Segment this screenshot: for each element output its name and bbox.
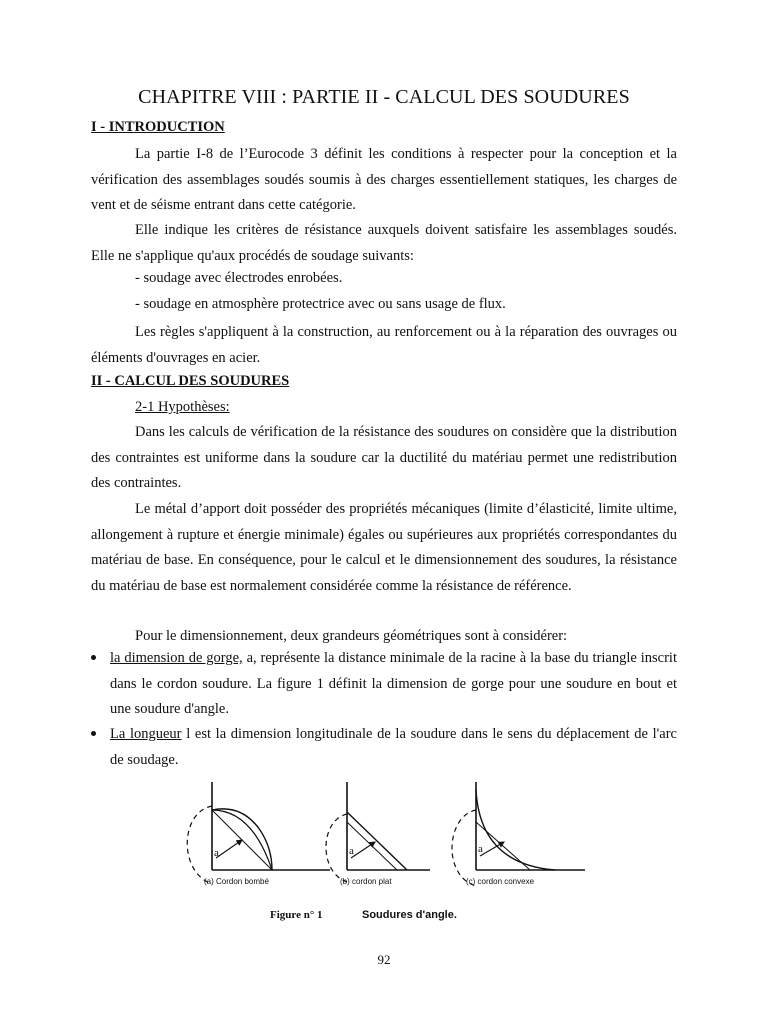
bullet-text-gorge xyxy=(110,646,677,723)
term-dimension-de-gorge: la dimension de gorge, xyxy=(110,650,243,666)
figure-caption-text: Soudures d'angle. xyxy=(362,909,457,921)
section-heading-calcul: II - CALCUL DES SOUDURES xyxy=(91,373,290,389)
paragraph-intro-2: Elle indique les critères de résistance auxquels doivent satisfaire les assemblages soudés. Elle ne s'applique qu'aux procédés de soudage suivants: xyxy=(91,222,677,264)
term-longueur: La longueur xyxy=(110,726,182,742)
bullet-icon xyxy=(91,655,96,660)
panel-a-label: (a) Cordon bombé xyxy=(204,877,269,886)
bullet-icon xyxy=(91,731,96,736)
panel-c-symbol: a xyxy=(478,843,483,855)
section-heading-introduction: I - INTRODUCTION xyxy=(91,119,225,135)
panel-b-drawing xyxy=(326,782,430,882)
page-number: 92 xyxy=(377,952,391,967)
panel-c-drawing xyxy=(452,782,585,886)
figure-fillet-welds xyxy=(180,772,600,932)
page-title: CHAPITRE VIII : PARTIE II - CALCUL DES SOUDURES xyxy=(138,86,630,108)
paragraph-hypotheses-1: Dans les calculs de vérification de la résistance des soudures on considère que la distribution des contraintes est uniforme dans la soudure car la ductilité du matériau permet une redistribution des contraintes. xyxy=(91,424,677,491)
panel-a-symbol: a xyxy=(214,847,219,859)
list-item-welding-process-2: - soudage en atmosphère protectrice avec ou sans usage de flux. xyxy=(135,296,506,312)
bullet-description-gorge: a, représente la distance minimale de la racine à la base du triangle inscrit dans le cordon soudure. La figure 1 définit la dimension de gorge pour une soudure en bout et une soudure d'angle. xyxy=(110,650,677,717)
list-item-welding-process-1: - soudage avec électrodes enrobées. xyxy=(135,270,343,286)
subheading-hypotheses: 2-1 Hypothèses: xyxy=(135,399,230,415)
paragraph-hypotheses-3: Pour le dimensionnement, deux grandeurs géométriques sont à considérer: xyxy=(135,628,568,644)
paragraph-hypotheses-2: Le métal d’apport doit posséder des propriétés mécaniques (limite d’élasticité, limite ultime, allongement à rupture et énergie minimale) égales ou supérieures aux propriétés correspondantes du matériau de base. En conséquence, pour le calcul et le dimensionnement des soudures, la résistance du matériau de base est normalement considérée comme la résistance de référence. xyxy=(91,501,677,594)
figure-caption-number: Figure n° 1 xyxy=(270,909,323,921)
panel-b-label: (b) cordon plat xyxy=(340,877,392,886)
figure-drawing xyxy=(180,772,600,932)
panel-a-drawing xyxy=(187,782,330,884)
paragraph-intro-3: Les règles s'appliquent à la construction, au renforcement ou à la réparation des ouvrages ou éléments d'ouvrages en acier. xyxy=(91,324,677,366)
bullet-description-longueur: l est la dimension longitudinale de la soudure dans le sens du déplacement de l'arc de soudage. xyxy=(110,726,677,768)
paragraph-intro-1: La partie I-8 de l’Eurocode 3 définit les conditions à respecter pour la conception et la vérification des assemblages soudés soumis à des charges essentiellement statiques, les charges de vent et de séisme entrant dans cette catégorie. xyxy=(91,146,677,213)
panel-b-symbol: a xyxy=(349,845,354,857)
panel-c-label: (c) cordon convexe xyxy=(466,877,535,886)
bullet-text-longueur xyxy=(110,722,677,773)
